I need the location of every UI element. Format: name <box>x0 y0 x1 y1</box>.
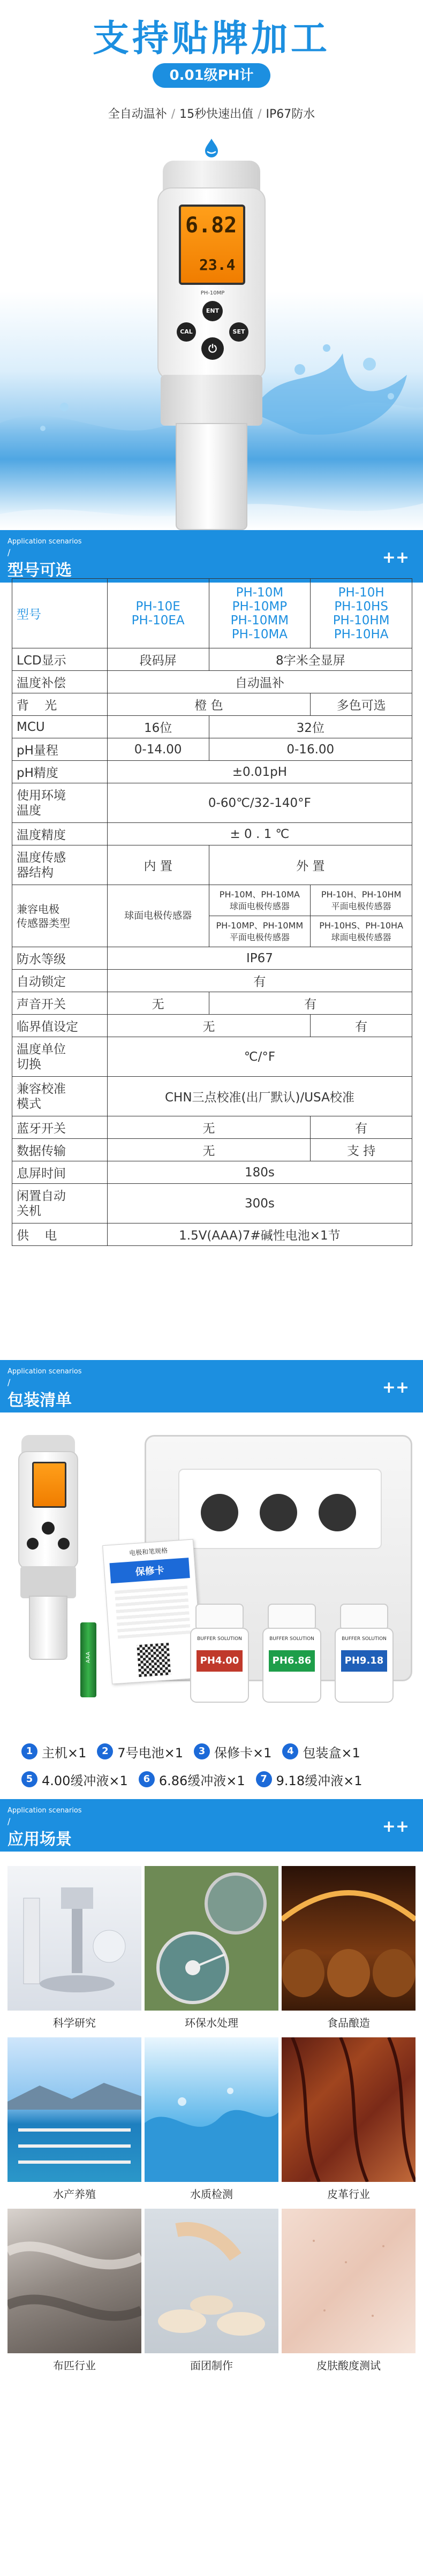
device-body <box>157 187 266 380</box>
table-row: 闲置自动 关机 300s <box>12 1184 412 1223</box>
scene-caption: 布匹行业 <box>53 2359 96 2372</box>
scene-caption: 皮革行业 <box>327 2188 370 2201</box>
feature-fast-reading: 15秒快速出值 <box>179 108 254 121</box>
scene-caption: 水质检测 <box>190 2188 233 2201</box>
table-row: PH-10MP、PH-10MM 平面电极传感器 PH-10HS、PH-10HA 球面电极传感器 <box>12 916 412 947</box>
power-button[interactable] <box>201 337 224 360</box>
package-warranty-card: 电极和笔规格 保修卡 <box>102 1539 203 1684</box>
spec-table <box>12 578 412 1246</box>
skin-scene <box>282 2209 416 2353</box>
scene-caption: 食品酿造 <box>327 2016 370 2029</box>
list-item: 4 包装盒×1 <box>282 1742 360 1761</box>
device-probe-cap <box>176 423 247 530</box>
package-meter <box>16 1435 80 1660</box>
table-row: 供 电 1.5V(AAA)7#碱性电池×1节 <box>12 1223 412 1246</box>
section-header-models: Application scenarios / 型号可选 ++ <box>0 530 423 583</box>
display-temp-value: 23.4 <box>199 256 236 274</box>
table-row: 温度单位 切换 ℃/°F <box>12 1037 412 1077</box>
table-row: pH量程 0-14.00 0-16.00 <box>12 738 412 761</box>
hero-subtitle-badge: 0.01级PH计 <box>153 63 270 88</box>
section-title-package: 包装清单 <box>7 1391 72 1410</box>
package-battery: AAA <box>80 1622 96 1697</box>
package-list-row-2 <box>21 1765 412 1793</box>
table-row: 使用环境 温度 0-60℃/32-140°F <box>12 783 412 823</box>
ph-meter-device <box>155 161 268 530</box>
wine-cellar-scene <box>282 1866 416 2011</box>
section-header-scenes: Application scenarios / 应用场景 ++ <box>0 1799 423 1852</box>
list-item: 1 主机×1 <box>21 1742 86 1761</box>
table-row: 息屏时间 180s <box>12 1161 412 1184</box>
hero-banner <box>0 0 423 530</box>
section-title-models: 型号可选 <box>7 561 72 580</box>
table-row: 自动锁定 有 <box>12 970 412 992</box>
aquaculture-scene <box>7 2037 141 2182</box>
list-item: 3 保修卡×1 <box>194 1742 271 1761</box>
ent-button[interactable]: ENT <box>202 301 223 321</box>
buffer-bottle-686: BUFFER SOLUTION PH6.86 <box>262 1604 321 1703</box>
section-header-package: Application scenarios / 包装清单 ++ <box>0 1360 423 1412</box>
package-contents-image <box>0 1419 423 1729</box>
table-row: 温度传感 器结构 内 置 外 置 <box>12 845 412 885</box>
water-treatment-scene <box>145 1866 278 2011</box>
table-row: MCU 16位 32位 <box>12 716 412 738</box>
table-row: 兼容电极 传感器类型 球面电极传感器 PH-10M、PH-10MA 球面电极传感器 PH-10H、PH-10HM 平面电极传感器 <box>12 885 412 916</box>
list-item: 7 9.18缓冲液×1 <box>256 1770 362 1789</box>
table-row: 兼容校准 模式 CHN三点校准(出厂默认)/USA校准 <box>12 1077 412 1116</box>
hero-title: 支持贴牌加工 <box>92 18 330 60</box>
table-row: LCD显示 段码屏 8字米全显屏 <box>12 648 412 671</box>
table-row: 蓝牙开关 无 有 <box>12 1116 412 1139</box>
qr-code-icon <box>137 1643 171 1677</box>
table-row: 声音开关 无 有 <box>12 992 412 1015</box>
leather-scene <box>282 2037 416 2182</box>
section-title-scenes: 应用场景 <box>7 1830 72 1849</box>
scene-caption: 面团制作 <box>190 2359 233 2372</box>
table-row: 型号 PH-10E PH-10EA PH-10M PH-10MP PH-10MM PH-10MA PH-10H PH-10HS PH-10HM PH-10HA <box>12 579 412 648</box>
display-ph-value: 6.82 <box>185 213 237 238</box>
water-drop-icon <box>201 137 222 158</box>
table-row: 临界值设定 无 有 <box>12 1015 412 1037</box>
power-icon: ⏻ <box>208 342 217 355</box>
set-button[interactable]: SET <box>229 322 248 342</box>
device-model-label: PH-10MP <box>200 290 225 296</box>
table-row: 数据传输 无 支 持 <box>12 1139 412 1161</box>
water-testing-scene <box>145 2037 278 2182</box>
device-sleeve <box>161 375 262 426</box>
textile-scene <box>7 2209 141 2353</box>
buffer-bottle-4: BUFFER SOLUTION PH4.00 <box>190 1604 249 1703</box>
feature-auto-temp: 全自动温补 <box>108 108 167 121</box>
scene-caption: 水产养殖 <box>53 2188 96 2201</box>
feature-waterproof: IP67防水 <box>266 108 315 121</box>
table-row: 温度补偿 自动温补 <box>12 671 412 693</box>
scene-caption: 科学研究 <box>53 2016 96 2029</box>
list-item: 5 4.00缓冲液×1 <box>21 1770 128 1789</box>
scene-caption: 皮肤酸度测试 <box>316 2359 381 2372</box>
baking-scene <box>145 2209 278 2353</box>
hero-features: 全自动温补 / 15秒快速出值 / IP67防水 <box>108 108 315 121</box>
table-row: 防水等级 IP67 <box>12 947 412 970</box>
list-item: 6 6.86缓冲液×1 <box>139 1770 245 1789</box>
table-row: 温度精度 ± 0 . 1 ℃ <box>12 823 412 845</box>
cal-button[interactable]: CAL <box>177 322 196 342</box>
package-list-row-1 <box>21 1738 412 1765</box>
lab-scene <box>7 1866 141 2011</box>
buffer-bottle-918: BUFFER SOLUTION PH9.18 <box>335 1604 394 1703</box>
table-row: 背 光 橙 色 多色可选 <box>12 693 412 716</box>
package-list <box>21 1738 412 1793</box>
list-item: 2 7号电池×1 <box>97 1742 183 1761</box>
device-lcd-screen <box>179 205 245 285</box>
table-row: pH精度 ±0.01pH <box>12 761 412 783</box>
scene-caption: 环保水处理 <box>185 2016 238 2029</box>
